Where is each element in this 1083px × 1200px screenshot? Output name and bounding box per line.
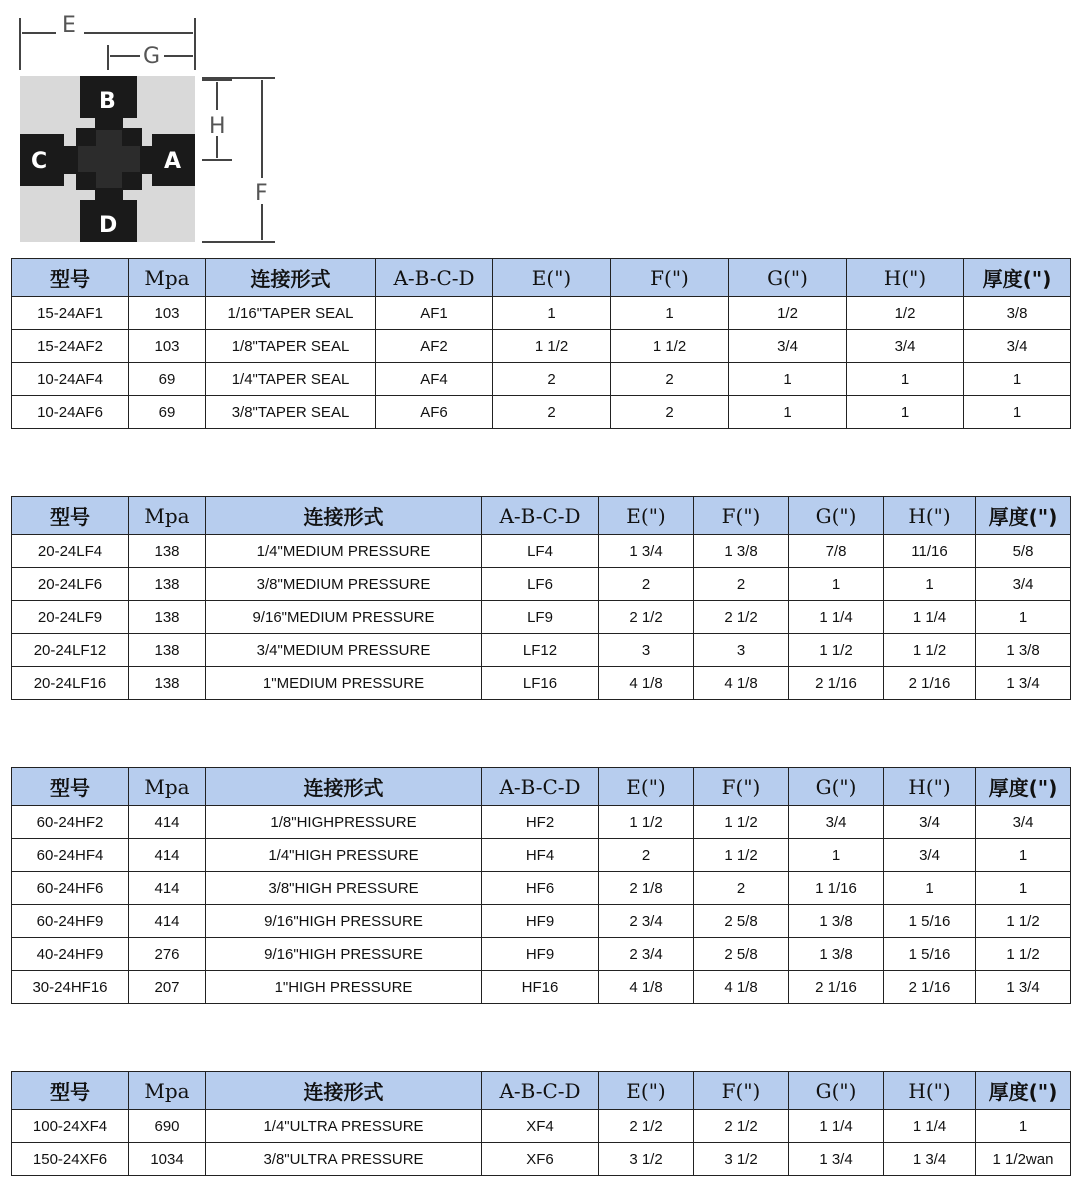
- cell-f: 2: [694, 872, 789, 905]
- cell-ports: LF4: [482, 535, 599, 568]
- header-g: G("): [789, 768, 884, 806]
- table-body: [12, 1110, 1071, 1176]
- header-h: H("): [884, 1072, 976, 1110]
- cell-mpa: 69: [129, 396, 206, 429]
- cell-model: 20-24LF12: [12, 634, 129, 667]
- cell-g: 1 1/4: [789, 601, 884, 634]
- table-row: [12, 667, 1071, 700]
- cell-connection: 1"MEDIUM PRESSURE: [206, 667, 482, 700]
- cell-mpa: 414: [129, 905, 206, 938]
- cell-f: 3: [694, 634, 789, 667]
- table-header-row: [12, 259, 1071, 297]
- header-thickness: 厚度("): [976, 768, 1071, 806]
- header-e: E("): [493, 259, 611, 297]
- cell-mpa: 414: [129, 872, 206, 905]
- header-h: H("): [847, 259, 964, 297]
- cell-thickness: 3/8: [964, 297, 1071, 330]
- cell-ports: HF2: [482, 806, 599, 839]
- cell-thickness: 3/4: [976, 806, 1071, 839]
- cell-e: 1 3/4: [599, 535, 694, 568]
- cell-ports: HF6: [482, 872, 599, 905]
- table-row: [12, 905, 1071, 938]
- header-h: H("): [884, 497, 976, 535]
- cell-e: 2: [599, 568, 694, 601]
- cell-model: 60-24HF6: [12, 872, 129, 905]
- cell-e: 2: [493, 396, 611, 429]
- table-header-row: [12, 768, 1071, 806]
- table-row: [12, 938, 1071, 971]
- cell-ports: HF9: [482, 905, 599, 938]
- cell-f: 2 5/8: [694, 905, 789, 938]
- header-f: F("): [694, 1072, 789, 1110]
- cell-h: 3/4: [847, 330, 964, 363]
- cell-ports: AF4: [376, 363, 493, 396]
- header-model: 型号: [12, 497, 129, 535]
- header-e: E("): [599, 1072, 694, 1110]
- cell-model: 40-24HF9: [12, 938, 129, 971]
- header-mpa: Mpa: [129, 768, 206, 806]
- cell-f: 1 3/8: [694, 535, 789, 568]
- cell-e: 2 3/4: [599, 938, 694, 971]
- cell-model: 60-24HF4: [12, 839, 129, 872]
- cell-e: 2: [493, 363, 611, 396]
- cell-model: 20-24LF9: [12, 601, 129, 634]
- cell-connection: 3/8"MEDIUM PRESSURE: [206, 568, 482, 601]
- cell-f: 1 1/2: [694, 806, 789, 839]
- cell-ports: AF6: [376, 396, 493, 429]
- cell-ports: AF2: [376, 330, 493, 363]
- cell-ports: XF4: [482, 1110, 599, 1143]
- cell-model: 20-24LF16: [12, 667, 129, 700]
- cell-h: 1: [847, 363, 964, 396]
- cell-model: 15-24AF2: [12, 330, 129, 363]
- cell-f: 2 1/2: [694, 1110, 789, 1143]
- table-body: [12, 806, 1071, 1004]
- table-body: [12, 535, 1071, 700]
- cell-f: 3 1/2: [694, 1143, 789, 1176]
- cell-thickness: 3/4: [976, 568, 1071, 601]
- table-row: [12, 601, 1071, 634]
- cell-connection: 1/8"TAPER SEAL: [206, 330, 376, 363]
- spec-table-xf: [11, 1071, 1071, 1176]
- cell-mpa: 414: [129, 806, 206, 839]
- cell-h: 1: [884, 872, 976, 905]
- header-connection: 连接形式: [206, 497, 482, 535]
- cell-h: 1/2: [847, 297, 964, 330]
- table-row: [12, 1143, 1071, 1176]
- header-g: G("): [789, 1072, 884, 1110]
- cell-ports: AF1: [376, 297, 493, 330]
- cell-f: 4 1/8: [694, 667, 789, 700]
- dim-f-label: F: [255, 181, 268, 206]
- cell-mpa: 138: [129, 634, 206, 667]
- cell-thickness: 1 1/2wan: [976, 1143, 1071, 1176]
- table-row: [12, 363, 1071, 396]
- cell-e: 2 1/2: [599, 1110, 694, 1143]
- cell-g: 1: [729, 363, 847, 396]
- cell-mpa: 138: [129, 568, 206, 601]
- cell-thickness: 3/4: [964, 330, 1071, 363]
- cell-g: 1: [789, 568, 884, 601]
- cell-h: 1 5/16: [884, 938, 976, 971]
- cell-e: 3 1/2: [599, 1143, 694, 1176]
- cell-connection: 3/4"MEDIUM PRESSURE: [206, 634, 482, 667]
- cell-g: 7/8: [789, 535, 884, 568]
- cell-connection: 1/4"ULTRA PRESSURE: [206, 1110, 482, 1143]
- cell-mpa: 69: [129, 363, 206, 396]
- cell-connection: 3/8"TAPER SEAL: [206, 396, 376, 429]
- table-row: [12, 634, 1071, 667]
- cell-h: 1 5/16: [884, 905, 976, 938]
- cell-f: 2: [611, 396, 729, 429]
- cell-connection: 1/4"MEDIUM PRESSURE: [206, 535, 482, 568]
- cell-thickness: 1: [976, 839, 1071, 872]
- cell-thickness: 1 1/2: [976, 938, 1071, 971]
- port-a-label: A: [164, 149, 182, 174]
- header-model: 型号: [12, 259, 129, 297]
- cell-h: 1 1/2: [884, 634, 976, 667]
- cell-thickness: 1: [964, 396, 1071, 429]
- cell-h: 1: [847, 396, 964, 429]
- cell-g: 1 1/16: [789, 872, 884, 905]
- cell-g: 1 3/8: [789, 938, 884, 971]
- cell-ports: LF6: [482, 568, 599, 601]
- cell-connection: 1/8"HIGHPRESSURE: [206, 806, 482, 839]
- table-row: [12, 297, 1071, 330]
- cell-g: 2 1/16: [789, 667, 884, 700]
- cell-f: 2 1/2: [694, 601, 789, 634]
- table-row: [12, 872, 1071, 905]
- header-g: G("): [789, 497, 884, 535]
- header-mpa: Mpa: [129, 1072, 206, 1110]
- cell-connection: 9/16"MEDIUM PRESSURE: [206, 601, 482, 634]
- table-header-row: [12, 1072, 1071, 1110]
- header-thickness: 厚度("): [964, 259, 1071, 297]
- cell-mpa: 138: [129, 535, 206, 568]
- header-connection: 连接形式: [206, 768, 482, 806]
- cell-h: 2 1/16: [884, 971, 976, 1004]
- spec-table-hf: [11, 767, 1071, 1004]
- cell-f: 1: [611, 297, 729, 330]
- cell-ports: HF4: [482, 839, 599, 872]
- cell-connection: 1/16"TAPER SEAL: [206, 297, 376, 330]
- cell-connection: 1/4"TAPER SEAL: [206, 363, 376, 396]
- dim-g-label: G: [143, 44, 161, 69]
- header-thickness: 厚度("): [976, 1072, 1071, 1110]
- header-model: 型号: [12, 1072, 129, 1110]
- cell-g: 1 1/4: [789, 1110, 884, 1143]
- cell-mpa: 103: [129, 330, 206, 363]
- cell-h: 3/4: [884, 806, 976, 839]
- cell-connection: 9/16"HIGH PRESSURE: [206, 938, 482, 971]
- cell-f: 1 1/2: [694, 839, 789, 872]
- cell-ports: LF9: [482, 601, 599, 634]
- cell-h: 2 1/16: [884, 667, 976, 700]
- table-body: [12, 297, 1071, 429]
- cross-fitting-drawing: [0, 0, 300, 250]
- cell-e: 1 1/2: [493, 330, 611, 363]
- header-ports: A-B-C-D: [482, 1072, 599, 1110]
- cell-f: 2: [694, 568, 789, 601]
- header-mpa: Mpa: [129, 497, 206, 535]
- cell-f: 2: [611, 363, 729, 396]
- cell-h: 1 1/4: [884, 601, 976, 634]
- cell-model: 10-24AF6: [12, 396, 129, 429]
- dim-e-label: E: [62, 13, 76, 38]
- cell-model: 100-24XF4: [12, 1110, 129, 1143]
- cell-ports: LF12: [482, 634, 599, 667]
- cell-model: 60-24HF9: [12, 905, 129, 938]
- cell-thickness: 5/8: [976, 535, 1071, 568]
- cell-mpa: 276: [129, 938, 206, 971]
- header-g: G("): [729, 259, 847, 297]
- header-mpa: Mpa: [129, 259, 206, 297]
- cell-f: 1 1/2: [611, 330, 729, 363]
- header-ports: A-B-C-D: [376, 259, 493, 297]
- cell-h: 3/4: [884, 839, 976, 872]
- cell-model: 10-24AF4: [12, 363, 129, 396]
- cell-ports: HF9: [482, 938, 599, 971]
- table-header-row: [12, 497, 1071, 535]
- cell-thickness: 1: [976, 1110, 1071, 1143]
- cell-g: 3/4: [729, 330, 847, 363]
- cell-e: 2 1/8: [599, 872, 694, 905]
- cell-e: 4 1/8: [599, 971, 694, 1004]
- cell-g: 1 3/4: [789, 1143, 884, 1176]
- cell-model: 150-24XF6: [12, 1143, 129, 1176]
- cell-ports: XF6: [482, 1143, 599, 1176]
- cell-g: 3/4: [789, 806, 884, 839]
- cell-model: 20-24LF6: [12, 568, 129, 601]
- cell-e: 1 1/2: [599, 806, 694, 839]
- cell-e: 3: [599, 634, 694, 667]
- table-row: [12, 396, 1071, 429]
- cell-h: 1 1/4: [884, 1110, 976, 1143]
- cell-model: 20-24LF4: [12, 535, 129, 568]
- port-b-label: B: [99, 89, 116, 114]
- header-f: F("): [611, 259, 729, 297]
- cell-model: 60-24HF2: [12, 806, 129, 839]
- header-f: F("): [694, 497, 789, 535]
- table-row: [12, 1110, 1071, 1143]
- cell-e: 4 1/8: [599, 667, 694, 700]
- header-thickness: 厚度("): [976, 497, 1071, 535]
- cell-g: 1 1/2: [789, 634, 884, 667]
- cell-mpa: 138: [129, 667, 206, 700]
- cell-mpa: 414: [129, 839, 206, 872]
- cell-g: 1 3/8: [789, 905, 884, 938]
- cell-connection: 3/8"ULTRA PRESSURE: [206, 1143, 482, 1176]
- cell-e: 2: [599, 839, 694, 872]
- cross-fitting-diagram: [0, 0, 300, 250]
- table-row: [12, 971, 1071, 1004]
- port-d-label: D: [99, 213, 118, 238]
- cell-h: 1 3/4: [884, 1143, 976, 1176]
- header-connection: 连接形式: [206, 259, 376, 297]
- cell-thickness: 1 3/4: [976, 667, 1071, 700]
- cell-connection: 9/16"HIGH PRESSURE: [206, 905, 482, 938]
- cell-mpa: 690: [129, 1110, 206, 1143]
- cell-h: 11/16: [884, 535, 976, 568]
- port-c-label: C: [31, 149, 48, 174]
- table-row: [12, 806, 1071, 839]
- header-ports: A-B-C-D: [482, 497, 599, 535]
- cell-e: 2 1/2: [599, 601, 694, 634]
- header-connection: 连接形式: [206, 1072, 482, 1110]
- table-row: [12, 535, 1071, 568]
- cell-g: 1: [729, 396, 847, 429]
- header-e: E("): [599, 768, 694, 806]
- cell-connection: 1"HIGH PRESSURE: [206, 971, 482, 1004]
- spec-table-af: [11, 258, 1071, 429]
- cell-g: 1: [789, 839, 884, 872]
- header-e: E("): [599, 497, 694, 535]
- cell-g: 1/2: [729, 297, 847, 330]
- cell-f: 2 5/8: [694, 938, 789, 971]
- cell-mpa: 1034: [129, 1143, 206, 1176]
- cell-thickness: 1 1/2: [976, 905, 1071, 938]
- cell-mpa: 207: [129, 971, 206, 1004]
- cell-mpa: 103: [129, 297, 206, 330]
- cell-ports: LF16: [482, 667, 599, 700]
- header-ports: A-B-C-D: [482, 768, 599, 806]
- cell-h: 1: [884, 568, 976, 601]
- table-row: [12, 330, 1071, 363]
- cell-f: 4 1/8: [694, 971, 789, 1004]
- cell-e: 1: [493, 297, 611, 330]
- cell-thickness: 1: [976, 601, 1071, 634]
- table-row: [12, 568, 1071, 601]
- spec-table-lf: [11, 496, 1071, 700]
- cell-thickness: 1 3/4: [976, 971, 1071, 1004]
- header-h: H("): [884, 768, 976, 806]
- dim-h-label: H: [209, 114, 226, 139]
- header-f: F("): [694, 768, 789, 806]
- cell-mpa: 138: [129, 601, 206, 634]
- cell-thickness: 1: [976, 872, 1071, 905]
- cell-ports: HF16: [482, 971, 599, 1004]
- cell-connection: 1/4"HIGH PRESSURE: [206, 839, 482, 872]
- cell-thickness: 1: [964, 363, 1071, 396]
- cell-e: 2 3/4: [599, 905, 694, 938]
- cell-connection: 3/8"HIGH PRESSURE: [206, 872, 482, 905]
- cell-model: 30-24HF16: [12, 971, 129, 1004]
- header-model: 型号: [12, 768, 129, 806]
- cell-thickness: 1 3/8: [976, 634, 1071, 667]
- cell-g: 2 1/16: [789, 971, 884, 1004]
- cell-model: 15-24AF1: [12, 297, 129, 330]
- table-row: [12, 839, 1071, 872]
